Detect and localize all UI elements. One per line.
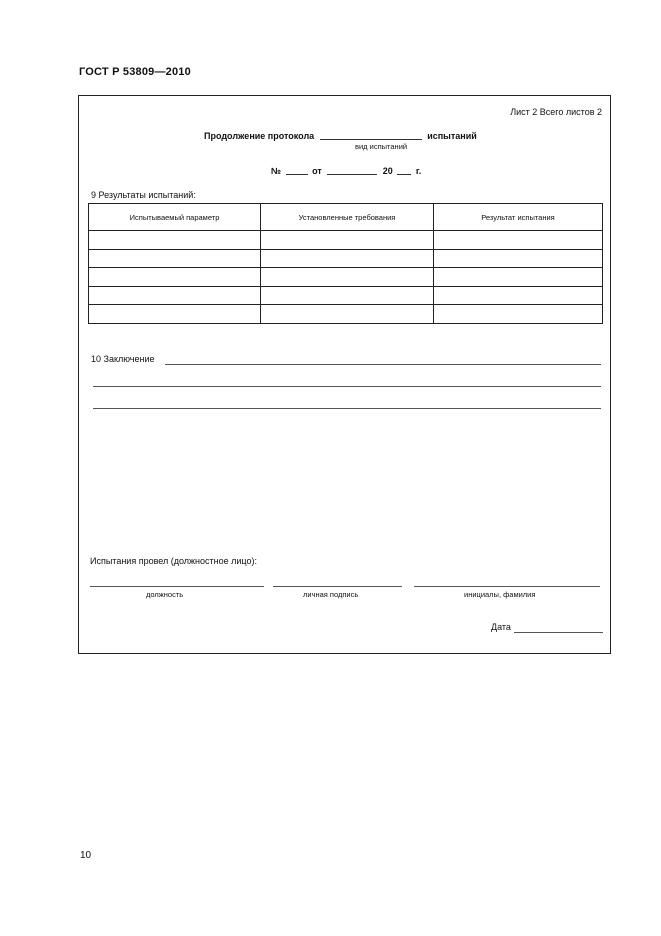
sheet-info: Лист 2 Всего листов 2 [510, 107, 602, 117]
date-label: Дата [491, 622, 511, 632]
year-suffix: г. [415, 166, 422, 176]
document-code: ГОСТ Р 53809—2010 [79, 66, 191, 78]
table-row [89, 249, 603, 268]
protocol-heading [204, 131, 477, 141]
conclusion-line-2[interactable] [93, 386, 601, 387]
table-cell[interactable] [434, 231, 603, 250]
table-cell[interactable] [261, 286, 434, 305]
number-blank[interactable] [286, 174, 308, 175]
heading-prefix: Продолжение протокола [204, 131, 315, 141]
heading-suffix: испытаний [427, 131, 477, 141]
results-table [88, 203, 603, 324]
table-cell[interactable] [434, 305, 603, 324]
signature-caption: личная подпись [303, 590, 359, 599]
table-cell[interactable] [261, 268, 434, 287]
section-10-title: 10 Заключение [91, 354, 155, 364]
table-cell[interactable] [89, 305, 261, 324]
table-cell[interactable] [434, 268, 603, 287]
table-cell[interactable] [434, 249, 603, 268]
column-header-requirements: Установленные требования [261, 204, 434, 231]
year-blank[interactable] [397, 174, 411, 175]
table-cell[interactable] [261, 305, 434, 324]
date-line[interactable] [514, 632, 603, 633]
table-row [89, 231, 603, 250]
test-type-caption: вид испытаний [355, 142, 408, 151]
results-header-row [89, 204, 603, 231]
table-cell[interactable] [434, 286, 603, 305]
table-row [89, 268, 603, 287]
protocol-frame [78, 95, 611, 654]
table-cell[interactable] [261, 231, 434, 250]
date-blank[interactable] [327, 174, 377, 175]
table-cell[interactable] [89, 268, 261, 287]
position-caption: должность [146, 590, 184, 599]
table-cell[interactable] [89, 231, 261, 250]
from-label: от [312, 166, 322, 176]
table-row [89, 286, 603, 305]
page-number: 10 [80, 850, 92, 861]
table-row [89, 305, 603, 324]
year-prefix: 20 [382, 166, 393, 176]
protocol-number-line [271, 166, 421, 176]
signature-line[interactable] [273, 586, 402, 587]
name-caption: инициалы, фамилия [464, 590, 536, 599]
test-type-blank[interactable] [320, 139, 422, 140]
tested-by-label: Испытания провел (должностное лицо): [90, 556, 257, 566]
conclusion-line-1[interactable] [165, 364, 601, 365]
conclusion-line-3[interactable] [93, 408, 601, 409]
section-9-title: 9 Результаты испытаний: [91, 190, 196, 200]
name-line[interactable] [414, 586, 600, 587]
column-header-result: Результат испытания [434, 204, 603, 231]
table-cell[interactable] [261, 249, 434, 268]
number-label: № [271, 166, 282, 176]
column-header-parameter: Испытываемый параметр [89, 204, 261, 231]
position-line[interactable] [90, 586, 264, 587]
table-cell[interactable] [89, 286, 261, 305]
table-cell[interactable] [89, 249, 261, 268]
